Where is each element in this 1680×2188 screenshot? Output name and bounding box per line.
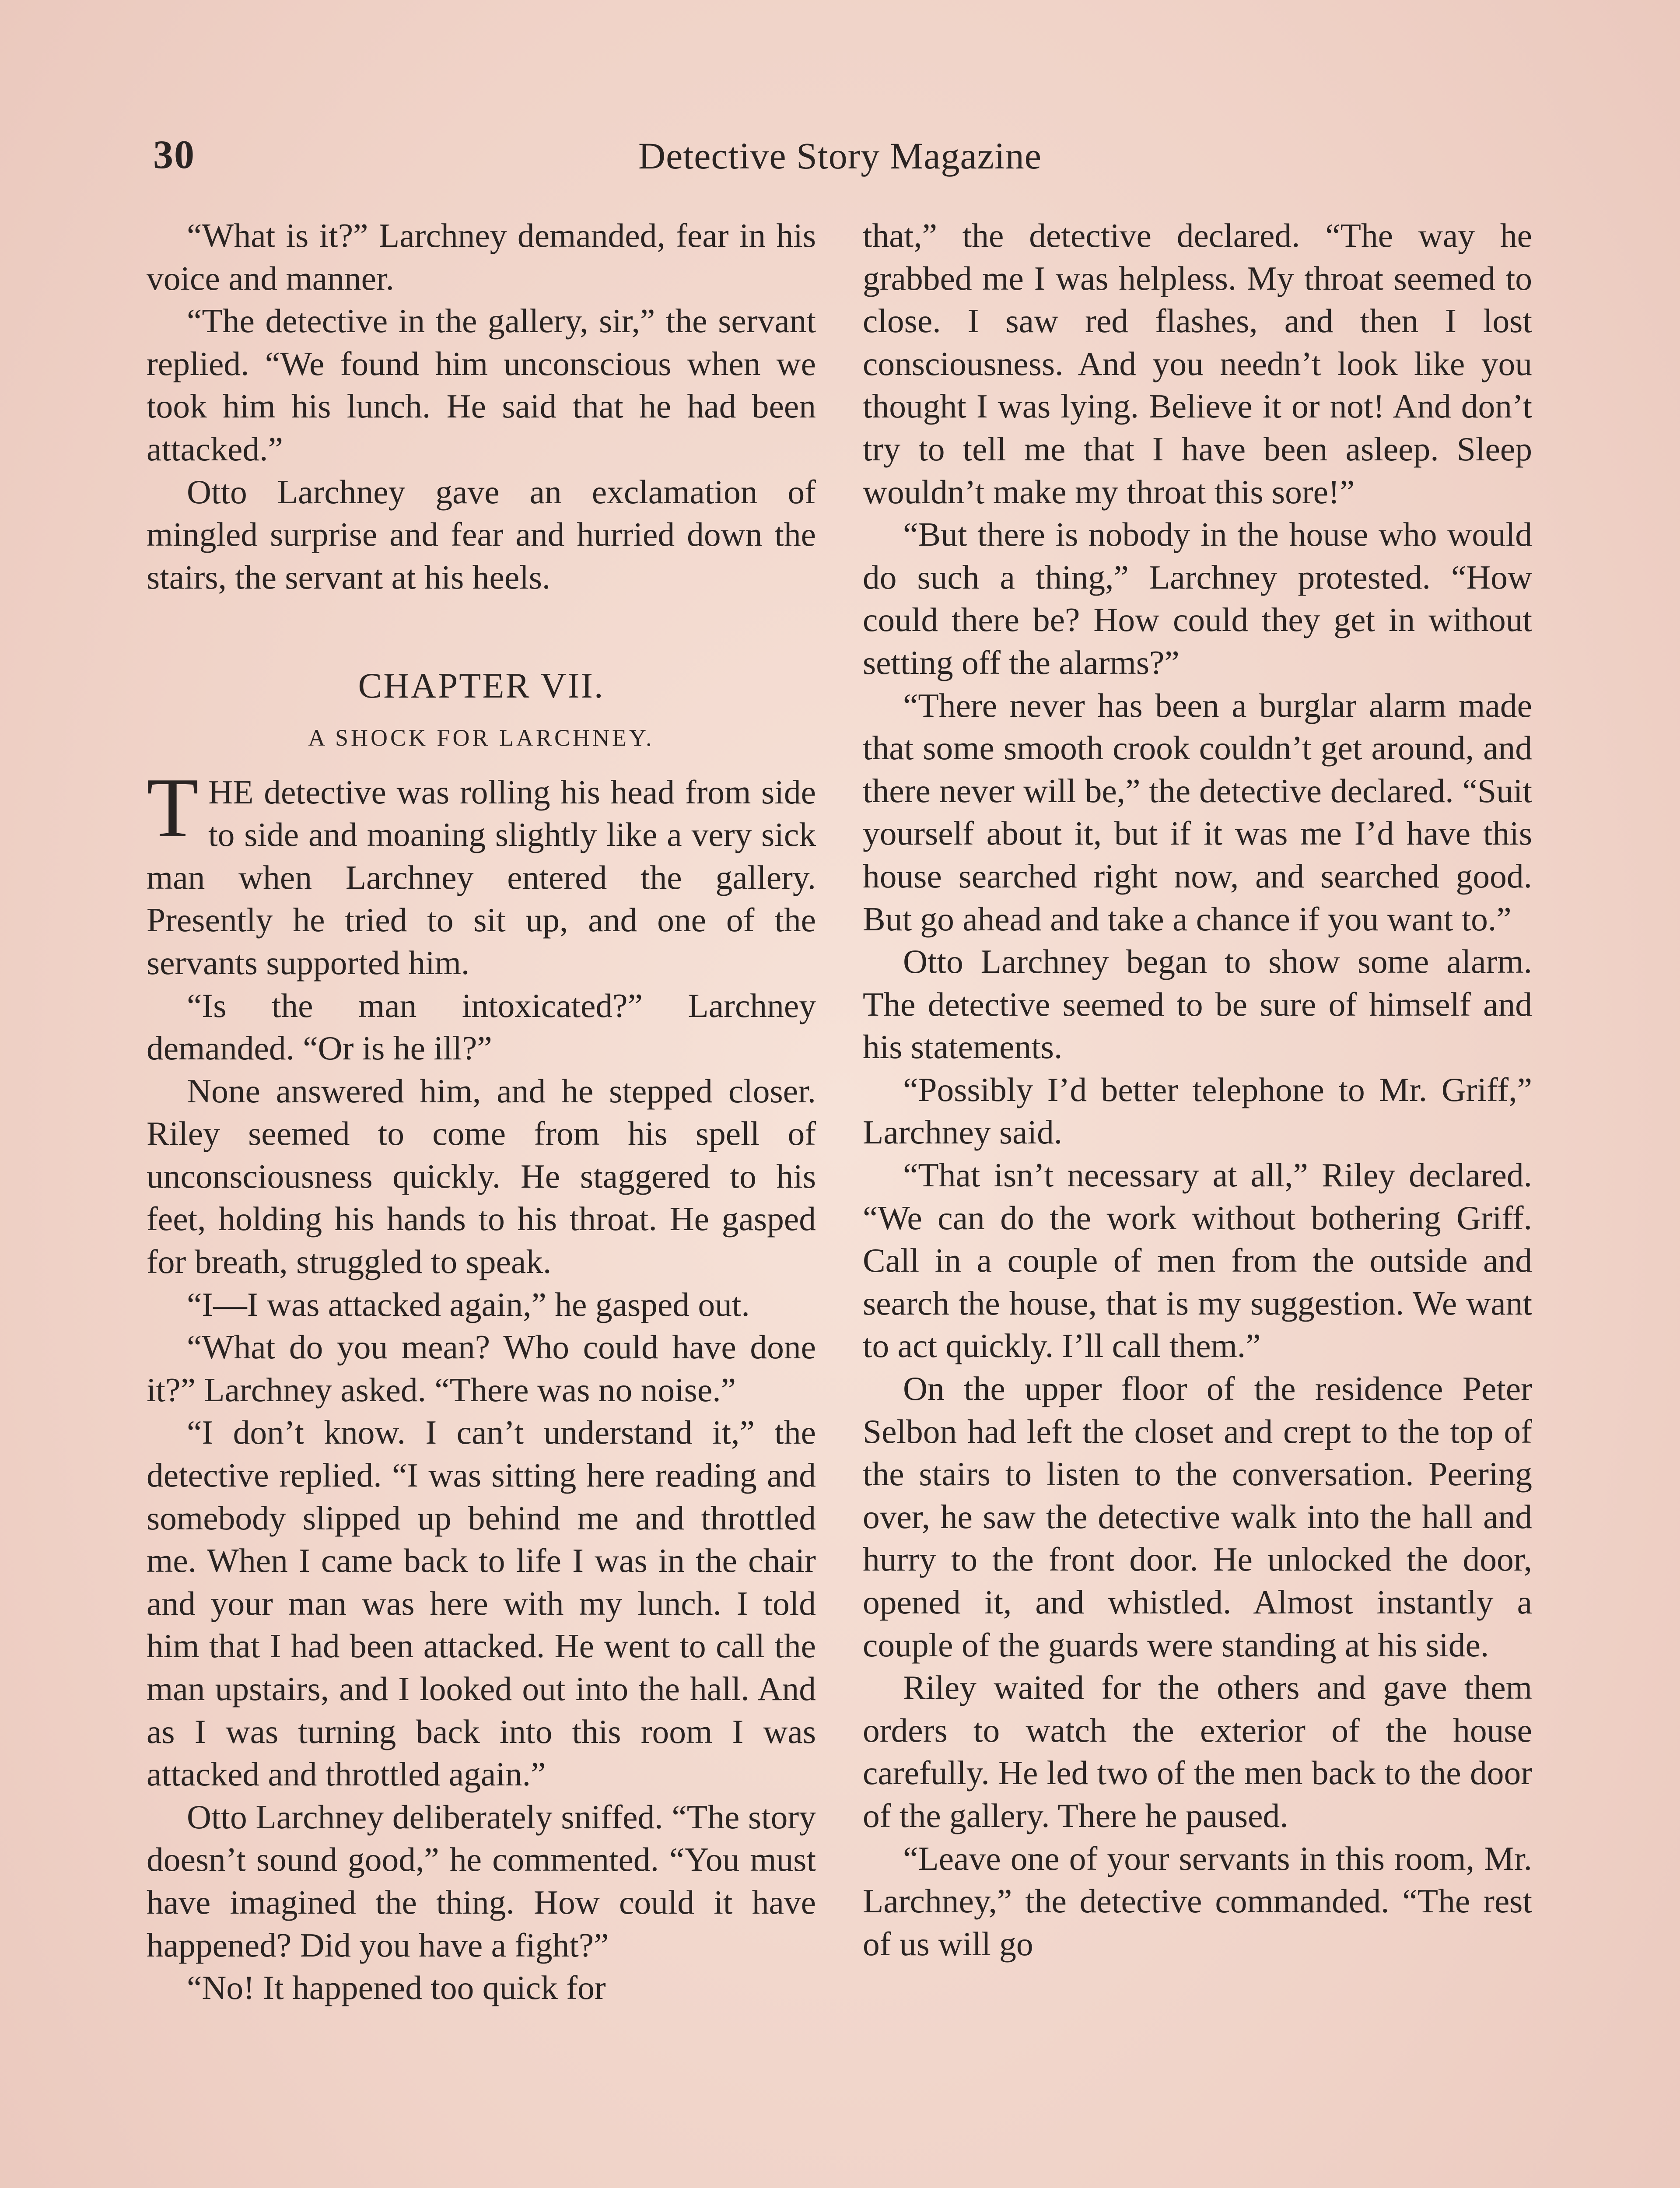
paragraph: “There never has been a burglar alarm made that some smooth crook couldn’t get around, and there never will be,” the detective declared. “Suit yourself about it, but if it was me I’d have this house searched right now, and searched good. But go ahead and take a chance if you want to.”	[863, 686, 1532, 938]
paragraph: Otto Larchney began to show some alarm. The detective seemed to be sure of himself and his statements.	[863, 943, 1532, 1066]
page-header	[144, 131, 1536, 193]
paragraph: “That isn’t necessary at all,” Riley declared. “We can do the work without bothering Griff. Call in a couple of men from the outside and search the house, that is my suggestion. We want to act quickly. I’ll call them.”	[863, 1156, 1532, 1365]
paragraph: “No! It happened too quick for	[187, 1969, 606, 2007]
paragraph: None answered him, and he stepped closer. Riley seemed to come from his spell of unconsciousness quickly. He staggered to his feet, holding his hands to his throat. He gasped for breath, struggled to speak.	[147, 1072, 816, 1281]
paragraph: “I—I was attacked again,” he gasped out.	[187, 1285, 750, 1323]
paragraph: On the upper floor of the residence Peter Selbon had left the closet and crept to the top of the stairs to listen to the conversation. Peering over, he saw the detective walk into the hall and hurry to the front door. He unlocked the door, opened it, and whistled. Almost instantly a couple of the guards were standing at his side.	[863, 1370, 1532, 1664]
left-column	[147, 214, 816, 2009]
paragraph: Otto Larchney deliberately sniffed. “The story doesn’t sound good,” he commented. “You must have imagined the thing. How could it have happened? Did you have a fight?”	[147, 1798, 816, 1964]
chapter-opening-paragraph	[147, 760, 816, 985]
paragraph: “Possibly I’d better telephone to Mr. Griff,” Larchney said.	[863, 1070, 1532, 1151]
paragraph: that,” the detective declared. “The way he grabbed me I was helpless. My throat seemed to close. I saw red flashes, and then I lost consciousness. And you needn’t look like you thought I was lying. Believe it or not! And don’t try to tell me that I have been asleep. Sleep wouldn’t make my throat this sore!”	[863, 217, 1532, 511]
paragraph: “Leave one of your servants in this room, Mr. Larchney,” the detective commanded. “The rest of us will go	[863, 1839, 1532, 1963]
paragraph: “What is it?” Larchney demanded, fear in his voice and manner.	[147, 217, 816, 297]
running-title: Detective Story Magazine	[638, 135, 1042, 177]
drop-cap: T	[147, 760, 199, 855]
paragraph: “What do you mean? Who could have done it?” Larchney asked. “There was no noise.”	[147, 1328, 816, 1409]
chapter-heading: CHAPTER VII.	[358, 666, 605, 706]
paragraph: Otto Larchney gave an exclamation of mingled surprise and fear and hurried down the stairs, the servant at his heels.	[147, 473, 816, 596]
page-number: 30	[153, 132, 195, 177]
paragraph: Riley waited for the others and gave them orders to watch the exterior of the house carefully. He led two of the men back to the door of the gallery. There he paused.	[863, 1669, 1532, 1834]
paragraph: “The detective in the gallery, sir,” the servant replied. “We found him unconscious when we took him his lunch. He said that he had been attacked.”	[147, 302, 816, 468]
paragraph: “Is the man intoxicated?” Larchney demanded. “Or is he ill?”	[147, 986, 816, 1067]
paragraph: “But there is nobody in the house who would do such a thing,” Larchney protested. “How could there be? How could they get in without setting off the alarms?”	[863, 515, 1532, 681]
chapter-opening-text: HE detective was rolling his head from side to side and moaning slightly like a very sick man when Larchney entered the gallery. Presently he tried to sit up, and one of the servants supported him.	[147, 773, 816, 982]
chapter-subtitle: A SHOCK FOR LARCHNEY.	[308, 724, 654, 751]
paragraph: “I don’t know. I can’t understand it,” the detective replied. “I was sitting here reading and somebody slipped up behind me and throttled me. When I came back to life I was in the chair and your man was here with my lunch. I told him that I had been attacked. He went to call the man upstairs, and I looked out into the hall. And as I was turning back into this room I was attacked and throttled again.”	[147, 1413, 816, 1793]
right-column	[863, 214, 1532, 1965]
